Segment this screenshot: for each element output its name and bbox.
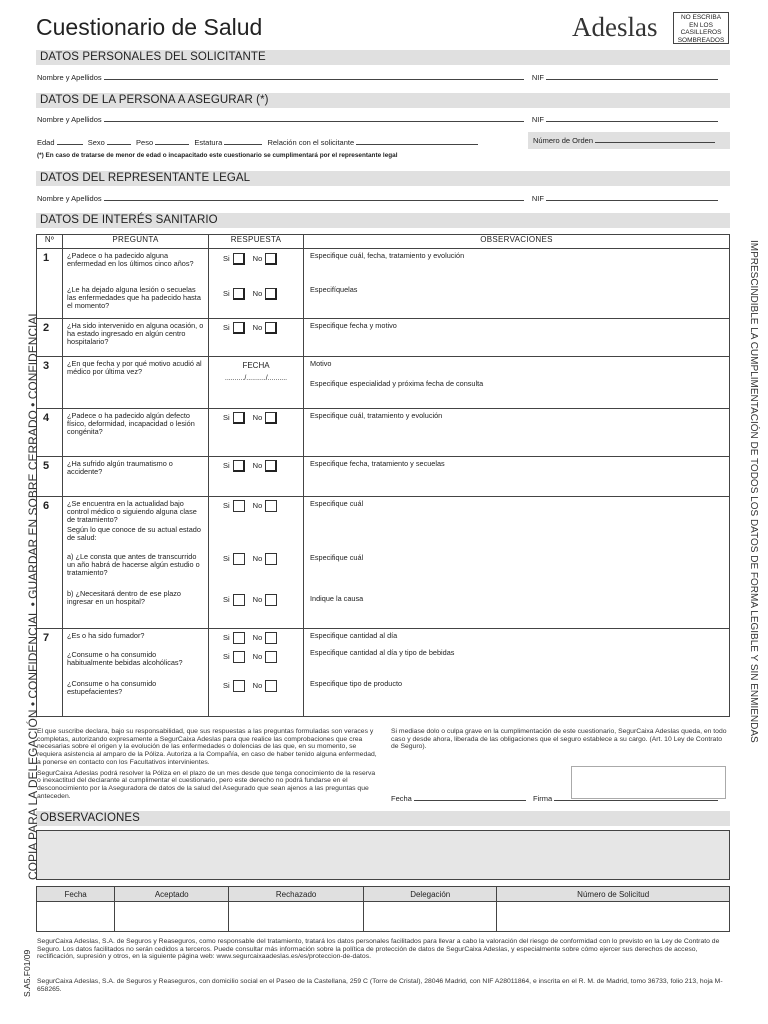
table-row: 4 ¿Padece o ha padecido algún defecto físico, deformidad, incapacidad o lesión congénita? Si No Especifique cuál, tratamiento y evolución — [37, 409, 730, 457]
right-margin-text: IMPRESCINDIBLE LA CUMPLIMENTACIÓN DE TODOS LOS DATOS DE FORMA LEGIBLE Y SIN ENMIENDAS — [748, 240, 759, 743]
q6c-no-checkbox[interactable] — [265, 594, 277, 606]
table-header: Nº PREGUNTA RESPUESTA OBSERVACIONES — [37, 235, 730, 249]
q1b-yes-checkbox[interactable] — [233, 288, 245, 300]
q4-no-checkbox[interactable] — [265, 412, 277, 424]
section-legal: DATOS DEL REPRESENTANTE LEGAL — [36, 171, 730, 186]
personal-name-field[interactable] — [104, 72, 524, 80]
office-use-table: Fecha Aceptado Rechazado Delegación Número de Solicitud — [36, 886, 730, 932]
q1b-no-checkbox[interactable] — [265, 288, 277, 300]
q7b-no-checkbox[interactable] — [265, 651, 277, 663]
table-row: 6 ¿Se encuentra en la actualidad bajo control médico o siguiendo alguna clase de tratamiento? Según lo que conoce de su actual estado de salud: a) ¿Le consta que antes de transcurrido un año habrá de hacerse algún estudio o tratamiento? b) ¿Necesitará dentro de ese plazo ingresar en un hospital? Si No Si No Si No Especifique cuál Especifique cuál Indique la causa — [37, 497, 730, 629]
table-row: 5 ¿Ha sufrido algún traumatismo o accidente? Si No Especifique fecha, tratamiento y secuelas — [37, 457, 730, 497]
q7a-yes-checkbox[interactable] — [233, 632, 245, 644]
health-questions-table — [36, 234, 730, 717]
office-request-number-field[interactable] — [497, 902, 730, 932]
q7a-no-checkbox[interactable] — [265, 632, 277, 644]
insured-name-row: Nombre y Apellidos NIF — [37, 114, 718, 124]
q2-no-checkbox[interactable] — [265, 322, 277, 334]
page-title: Cuestionario de Salud — [36, 14, 263, 40]
legal-name-field[interactable] — [104, 193, 524, 201]
declaration-date-field[interactable] — [414, 793, 526, 801]
observations-box[interactable] — [36, 830, 730, 880]
q7c-yes-checkbox[interactable] — [233, 680, 245, 692]
personal-name-row: Nombre y Apellidos NIF — [37, 72, 718, 82]
form-code: S.A5.F01/09 — [22, 949, 32, 997]
q3-date-field[interactable]: ........../........../.......... — [224, 375, 288, 382]
q6b-yes-checkbox[interactable] — [233, 553, 245, 565]
office-rejected-field[interactable] — [229, 902, 364, 932]
company-address: SegurCaixa Adeslas, S.A. de Seguros y Reaseguros, con domicilio social en el Paseo de la Castellana, 259 C (Torre de Cristal), 28046 Madrid, con NIF A28011864, e inscrita en el R. M. de Madrid, tomo 36733, folio 213, hoja M-658265. — [37, 978, 723, 993]
insured-name-field[interactable] — [104, 114, 524, 122]
minor-note: (*) En caso de tratarse de menor de edad o incapacitado este cuestionario se cumplimentará por el representante legal — [37, 152, 398, 159]
q4-yes-checkbox[interactable] — [233, 412, 245, 424]
section-insured: DATOS DE LA PERSONA A ASEGURAR (*) — [36, 93, 730, 108]
section-health: DATOS DE INTERÉS SANITARIO — [36, 213, 730, 228]
q5-yes-checkbox[interactable] — [233, 460, 245, 472]
privacy-notice: SegurCaixa Adeslas, S.A. de Seguros y Reaseguros, como responsable del tratamiento, tratará los datos personales facilitados para llevar a cabo la valoración del riesgo de conformidad con lo previsto en la Ley de Contrato de Seguro. Los datos facilitados no serán cedidos a terceros. Puede consultar más información sobre la política de protección de datos de SegurCaixa Adeslas, y especialmente sobre cómo ejercer sus derechos de acceso, rectificación, supresión y otros, en la siguiente página web: www.segurcaixaadeslas.es/es/proteccion-de-datos. — [37, 938, 720, 961]
q7c-no-checkbox[interactable] — [265, 680, 277, 692]
legal-name-row: Nombre y Apellidos NIF — [37, 193, 718, 203]
legal-nif-field[interactable] — [546, 193, 718, 201]
q7b-yes-checkbox[interactable] — [233, 651, 245, 663]
table-row: 7 ¿Es o ha sido fumador? ¿Consume o ha consumido habitualmente bebidas alcohólicas? ¿Consume o ha consumido estupefacientes? Si No Si No Si No Especifique cantidad al día Especifique cantidad al día y tipo de bebidas Especifique tipo de producto — [37, 629, 730, 717]
q6a-yes-checkbox[interactable] — [233, 500, 245, 512]
personal-nif-field[interactable] — [546, 72, 718, 80]
weight-field[interactable] — [155, 137, 189, 145]
sex-field[interactable] — [107, 137, 131, 145]
brand-logo: Adeslas — [572, 12, 658, 42]
q6c-yes-checkbox[interactable] — [233, 594, 245, 606]
age-field[interactable] — [57, 137, 83, 145]
table-row: 2 ¿Ha sido intervenido en alguna ocasión, o ha estado ingresado en algún centro hospitalario? Si No Especifique fecha y motivo — [37, 319, 730, 357]
declaration-date-row: Fecha Firma — [391, 793, 718, 803]
order-number-box: Número de Orden — [528, 132, 730, 149]
relation-field[interactable] — [356, 137, 478, 145]
office-accepted-field[interactable] — [115, 902, 229, 932]
q5-no-checkbox[interactable] — [265, 460, 277, 472]
office-delegation-field[interactable] — [364, 902, 497, 932]
declaration-right: Si mediase dolo o culpa grave en la cumplimentación de este cuestionario, SegurCaixa Adeslas queda, en todo caso y desde ahora, liberada de las obligaciones que el seguro establece a su cargo. (Art. 10 Ley de Contrato de Seguro). — [391, 728, 727, 751]
left-margin-text: COPIA PARA LA DELEGACIÓN • CONFIDENCIAL • GUARDAR EN SOBRE CERRADO • CONFIDENCIAL — [26, 309, 40, 880]
insured-details-row: Edad Sexo Peso Estatura Relación con el solicitante — [37, 137, 478, 147]
height-field[interactable] — [224, 137, 262, 145]
section-observations: OBSERVACIONES — [36, 811, 730, 826]
q6a-no-checkbox[interactable] — [265, 500, 277, 512]
table-row: 3 ¿En que fecha y por qué motivo acudió al médico por última vez? FECHA ........../........../.......... Motivo Especifique especialidad y próxima fecha de consulta — [37, 357, 730, 409]
table-row: 1 ¿Padece o ha padecido alguna enfermedad en los últimos cinco años? ¿Le ha dejado alguna lesión o secuelas las enfermedades que ha padecido hasta el momento? Si No Si No Especifique cuál, fecha, tratamiento y evolución Especifíquelas — [37, 249, 730, 319]
declaration-left: El que suscribe declara, bajo su responsabilidad, que sus respuestas a las preguntas formuladas son veraces y completas, autorizando expresamente a SegurCaixa Adeslas para que realice las comprobaciones que crea necesarias sobre el origen y la evolución de las enfermedades o dolencias de las que, en su momento, se requiera asistencia al amparo de la Póliza. Autoriza a la Compañía, en caso de haber tenido alguna enfermedad, a ponerse en contacto con los Facultativos intervinientes. SegurCaixa Adeslas podrá resolver la Póliza en el plazo de un mes desde que tenga conocimiento de la reserva o inexactitud del declarante al cumplimentar el cuestionario, pero este derecho no podrá fundarse en el desconocimiento por la Aseguradora de datos de la salud del Asegurado que sean ajenos a las preguntas que anteceden. — [37, 728, 377, 800]
q2-yes-checkbox[interactable] — [233, 322, 245, 334]
section-personal: DATOS PERSONALES DEL SOLICITANTE — [36, 50, 730, 65]
q6b-no-checkbox[interactable] — [265, 553, 277, 565]
order-number-field[interactable] — [595, 134, 715, 143]
no-write-stamp: NO ESCRIBA EN LOS CASILLEROS SOMBREADOS — [673, 12, 729, 44]
q1a-no-checkbox[interactable] — [265, 253, 277, 265]
office-date-field[interactable] — [37, 902, 115, 932]
q1a-yes-checkbox[interactable] — [233, 253, 245, 265]
insured-nif-field[interactable] — [546, 114, 718, 122]
signature-field[interactable] — [554, 793, 718, 801]
